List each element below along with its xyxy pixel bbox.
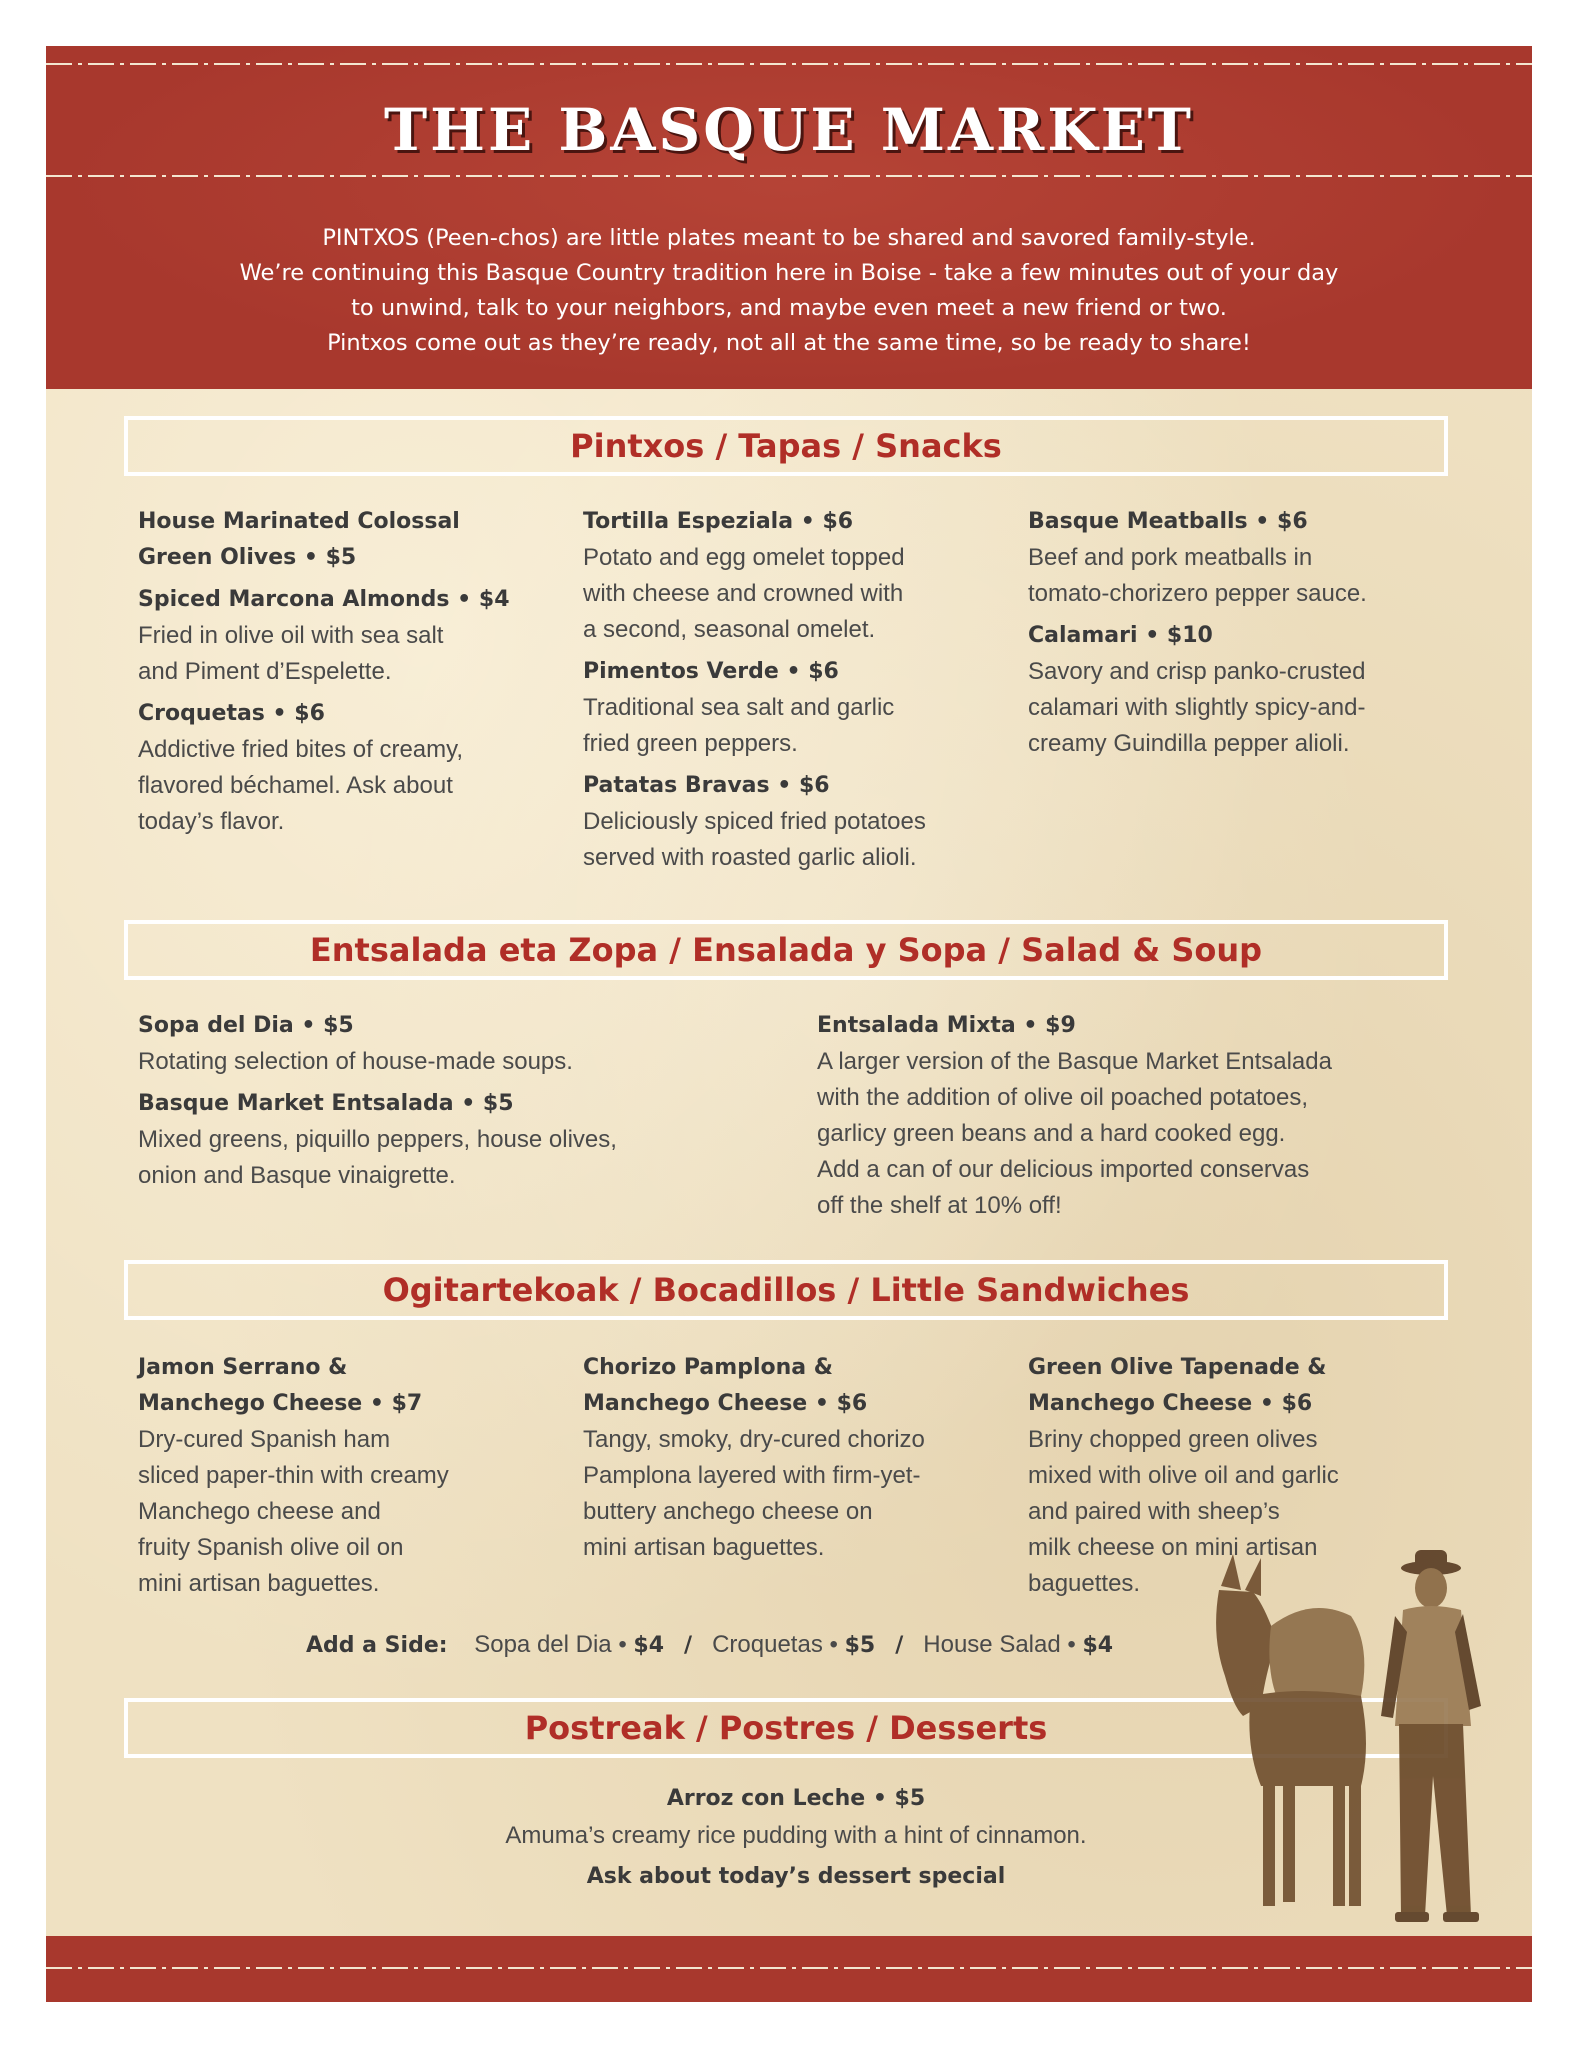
section-header-pintxos xyxy=(124,416,1448,476)
dessert-special: Ask about today’s dessert special xyxy=(586,1864,1006,1889)
description-line: calamari with slightly spicy-and- xyxy=(1028,694,1366,721)
description-line: Fried in olive oil with sea salt xyxy=(138,622,444,649)
menu-item-description xyxy=(583,804,926,876)
section-title: Postreak / Postres / Desserts xyxy=(524,1709,1048,1747)
description-line: baguettes. xyxy=(1028,1570,1141,1597)
side-item-name: Croquetas • xyxy=(712,1631,838,1658)
menu-item-name: Chorizo Pamplona & xyxy=(583,1355,833,1380)
menu-item-description xyxy=(138,732,510,840)
description-line: off the shelf at 10% off! xyxy=(817,1192,1062,1219)
description-line: Savory and crisp panko-crusted xyxy=(1028,658,1366,685)
menu-item-name: Spiced Marcona Almonds • $4 xyxy=(138,587,510,612)
side-item-price: $5 xyxy=(844,1633,876,1658)
menu-item xyxy=(583,504,926,648)
menu-item xyxy=(138,504,510,576)
description-line: Mixed greens, piquillo peppers, house olives, xyxy=(138,1126,617,1153)
menu-item-name: Sopa del Dia • $5 xyxy=(138,1013,354,1038)
description-line: Pamplona layered with firm-yet- xyxy=(583,1462,921,1489)
dessert-name: Arroz con Leche • $5 xyxy=(666,1786,926,1811)
menu-item-name: Tortilla Espeziala • $6 xyxy=(583,509,854,534)
side-item-price: $4 xyxy=(633,1633,665,1658)
page-title: THE BASQUE MARKET xyxy=(384,96,1194,164)
menu-item xyxy=(138,1350,449,1602)
menu-page xyxy=(46,46,1532,2002)
section-title: Entsalada eta Zopa / Ensalada y Sopa / Salad & Soup xyxy=(309,931,1263,969)
menu-item xyxy=(1028,618,1367,762)
menu-item-description xyxy=(138,1422,449,1602)
menu-item-description xyxy=(138,1122,617,1194)
menu-item-description xyxy=(583,690,926,762)
side-separator: / xyxy=(684,1633,693,1658)
menu-item xyxy=(583,1350,925,1566)
menu-item xyxy=(817,1008,1332,1224)
menu-item-name: Jamon Serrano & xyxy=(138,1355,348,1380)
menu-item-name: Basque Meatballs • $6 xyxy=(1028,509,1308,534)
sandwiches-column-2 xyxy=(583,1350,925,1572)
description-line: and paired with sheep’s xyxy=(1028,1498,1280,1525)
description-line: served with roasted garlic alioli. xyxy=(583,844,917,871)
menu-item-description xyxy=(138,1044,617,1080)
description-line: mini artisan baguettes. xyxy=(583,1534,825,1561)
menu-item-description xyxy=(817,1044,1332,1224)
menu-item-description xyxy=(138,618,510,690)
description-line: A larger version of the Basque Market Entsalada xyxy=(817,1048,1332,1075)
description-line: garlicy green beans and a hard cooked egg. xyxy=(817,1120,1286,1147)
intro-text xyxy=(116,221,1462,361)
description-line: flavored béchamel. Ask about xyxy=(138,772,453,799)
menu-item xyxy=(1028,504,1367,612)
menu-item xyxy=(138,1086,617,1194)
intro-line: Pintxos come out as they’re ready, not all at the same time, so be ready to share! xyxy=(327,330,1251,356)
description-line: today’s flavor. xyxy=(138,808,285,835)
menu-item-description xyxy=(1028,654,1367,762)
description-line: mixed with olive oil and garlic xyxy=(1028,1462,1339,1489)
menu-item xyxy=(583,654,926,762)
description-line: Dry-cured Spanish ham xyxy=(138,1426,391,1453)
menu-item-name: Manchego Cheese • $7 xyxy=(138,1391,423,1416)
menu-item xyxy=(138,582,510,690)
dessert-description: Amuma’s creamy rice pudding with a hint of cinnamon. xyxy=(505,1822,1087,1849)
menu-item-description xyxy=(583,1422,925,1566)
ornament-border-bottom xyxy=(46,1964,1532,1972)
description-line: Add a can of our delicious imported conservas xyxy=(817,1156,1310,1183)
add-side-label: Add a Side: xyxy=(306,1633,448,1658)
menu-item-name: Manchego Cheese • $6 xyxy=(1028,1391,1313,1416)
menu-item-name: Entsalada Mixta • $9 xyxy=(817,1013,1076,1038)
pintxos-column-2 xyxy=(583,504,926,882)
description-line: and Piment d’Espelette. xyxy=(138,658,392,685)
side-item-price: $4 xyxy=(1082,1633,1114,1658)
pintxos-column-1 xyxy=(138,504,510,846)
section-title: Pintxos / Tapas / Snacks xyxy=(570,427,1002,465)
description-line: Rotating selection of house-made soups. xyxy=(138,1048,573,1075)
description-line: onion and Basque vinaigrette. xyxy=(138,1162,456,1189)
intro-line: We’re continuing this Basque Country tradition here in Boise - take a few minutes out of your day xyxy=(239,260,1339,286)
salad-column-1 xyxy=(138,1008,617,1200)
sandwiches-column-1 xyxy=(138,1350,449,1608)
description-line: milk cheese on mini artisan xyxy=(1028,1534,1318,1561)
menu-item-name: Green Olive Tapenade & xyxy=(1028,1355,1327,1380)
description-line: Beef and pork meatballs in xyxy=(1028,544,1313,571)
menu-item-name: Croquetas • $6 xyxy=(138,701,325,726)
description-line: Manchego cheese and xyxy=(138,1498,381,1525)
intro-line: to unwind, talk to your neighbors, and maybe even meet a new friend or two. xyxy=(351,295,1227,321)
description-line: fried green peppers. xyxy=(583,730,798,757)
description-line: buttery anchego cheese on xyxy=(583,1498,873,1525)
side-separator: / xyxy=(895,1633,904,1658)
menu-item xyxy=(138,1008,617,1080)
intro-line: PINTXOS (Peen-chos) are little plates meant to be shared and savored family-style. xyxy=(322,225,1256,251)
description-line: Deliciously spiced fried potatoes xyxy=(583,808,926,835)
description-line: Traditional sea salt and garlic xyxy=(583,694,895,721)
side-item-name: Sopa del Dia • xyxy=(474,1631,627,1658)
ornament-border-top xyxy=(46,60,1532,68)
description-line: a second, seasonal omelet. xyxy=(583,616,876,643)
description-line: mini artisan baguettes. xyxy=(138,1570,380,1597)
pintxos-column-3 xyxy=(1028,504,1367,768)
menu-item-description xyxy=(1028,540,1367,612)
description-line: with cheese and crowned with xyxy=(583,580,904,607)
menu-item-description xyxy=(583,540,926,648)
menu-item-name: Patatas Bravas • $6 xyxy=(583,773,830,798)
menu-item-name: Calamari • $10 xyxy=(1028,623,1213,648)
description-line: with the addition of olive oil poached potatoes, xyxy=(817,1084,1309,1111)
description-line: sliced paper-thin with creamy xyxy=(138,1462,449,1489)
side-item-name: House Salad • xyxy=(923,1631,1076,1658)
menu-item-name: Green Olives • $5 xyxy=(138,545,357,570)
menu-item-name: Manchego Cheese • $6 xyxy=(583,1391,868,1416)
ornament-border-mid xyxy=(46,172,1532,180)
menu-item-name: Pimentos Verde • $6 xyxy=(583,659,839,684)
section-header-salad xyxy=(124,920,1448,980)
menu-item-name: Basque Market Entsalada • $5 xyxy=(138,1091,514,1116)
description-line: tomato-chorizero pepper sauce. xyxy=(1028,580,1367,607)
menu-item-name: House Marinated Colossal xyxy=(138,509,460,534)
description-line: Addictive fried bites of creamy, xyxy=(138,736,464,763)
description-line: Potato and egg omelet topped xyxy=(583,544,905,571)
description-line: creamy Guindilla pepper alioli. xyxy=(1028,730,1350,757)
section-title: Ogitartekoak / Bocadillos / Little Sandwiches xyxy=(382,1271,1190,1309)
section-header-sandwiches xyxy=(124,1260,1448,1320)
add-a-side xyxy=(306,1631,1113,1659)
menu-item xyxy=(583,768,926,876)
description-line: Briny chopped green olives xyxy=(1028,1426,1318,1453)
man-with-donkey-icon xyxy=(1181,1546,1511,1936)
dessert-block xyxy=(296,1780,1296,1896)
description-line: fruity Spanish olive oil on xyxy=(138,1534,404,1561)
description-line: Tangy, smoky, dry-cured chorizo xyxy=(583,1426,925,1453)
menu-item xyxy=(138,696,510,840)
salad-column-2 xyxy=(817,1008,1332,1230)
